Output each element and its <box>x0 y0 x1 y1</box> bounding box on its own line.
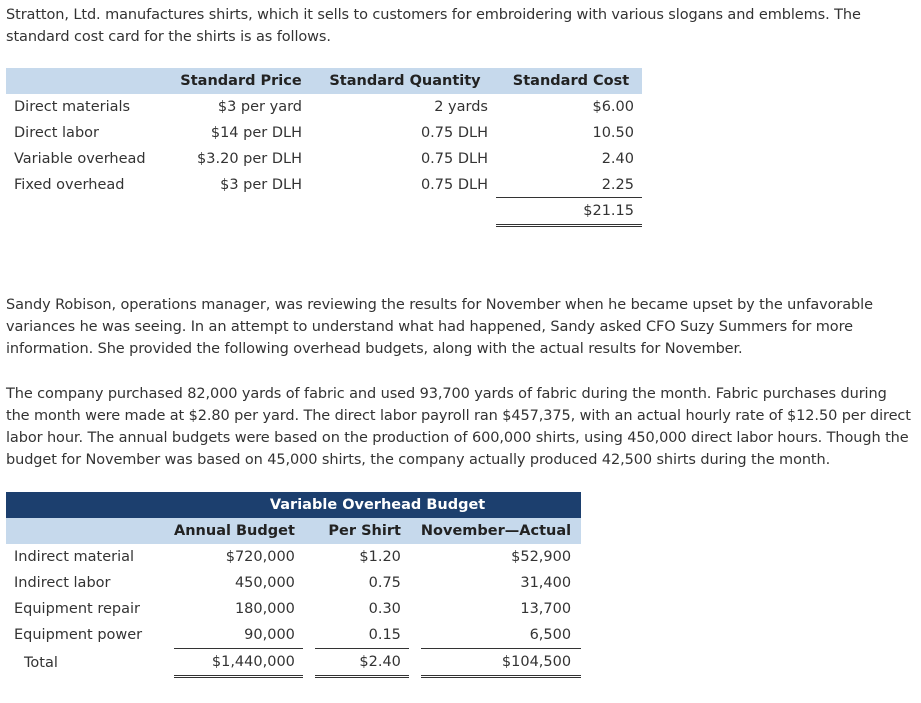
annual-budget: 450,000 <box>234 575 295 591</box>
variable-overhead-budget-table <box>6 492 581 678</box>
november-actual: 31,400 <box>520 575 572 591</box>
budget-title-row <box>6 492 581 518</box>
row-label: Equipment repair <box>14 601 140 617</box>
standard-cost: 10.50 <box>592 125 634 141</box>
standard-price: $3.20 per DLH <box>197 151 302 167</box>
standard-cost: $6.00 <box>592 99 634 115</box>
actual-results-paragraph: The company purchased 82,000 yards of fabric and used 93,700 yards of fabric during the month. Fabric purchases during the month were made at $2.80 per yard. The direct labor payroll ran $457,375, with an actual hourly rate of $12.50 per direct labor hour. The annual budgets were based on the production of 600,000 shirts, using 450,000 direct labor hours. Though the budget for November was based on 45,000 shirts, the company actually produced 42,500 shirts during the month. <box>6 386 911 468</box>
november-actual: 6,500 <box>529 627 572 643</box>
header-annual-budget: Annual Budget <box>174 518 303 544</box>
standard-quantity: 0.75 DLH <box>420 125 488 141</box>
header-blank <box>6 518 174 544</box>
standard-cost: 2.25 <box>496 172 642 198</box>
row-label: Fixed overhead <box>14 177 125 193</box>
per-shirt: $1.20 <box>359 549 401 565</box>
annual-budget: $720,000 <box>225 549 295 565</box>
manager-paragraph: Sandy Robison, operations manager, was reviewing the results for November when he became upset by the unfavorable variances he was seeing. In an attempt to understand what had happened, Sandy asked CFO Suzy Summers for more information. She provided the following overhead budgets, along with the actual results for November. <box>6 297 873 357</box>
budget-title: Variable Overhead Budget <box>174 492 581 518</box>
standard-price: $3 per yard <box>217 99 302 115</box>
total-annual-budget: $1,440,000 <box>174 649 303 677</box>
standard-cost-card-table <box>6 68 642 227</box>
header-per-shirt: Per Shirt <box>315 518 409 544</box>
total-per-shirt: $2.40 <box>315 649 409 677</box>
intro-paragraph: Stratton, Ltd. manufactures shirts, which it sells to customers for embroidering with various slogans and emblems. The standard cost card for the shirts is as follows. <box>6 7 861 45</box>
annual-budget: 180,000 <box>234 601 295 617</box>
budget-header-row <box>6 518 581 544</box>
per-shirt: 0.75 <box>368 575 401 591</box>
table-row <box>6 622 581 649</box>
table-row <box>6 544 581 570</box>
november-actual: $52,900 <box>511 549 572 565</box>
november-actual: 13,700 <box>520 601 572 617</box>
total-standard-cost: $21.15 <box>496 198 642 226</box>
header-blank <box>6 68 174 94</box>
row-label: Variable overhead <box>14 151 146 167</box>
per-shirt: 0.15 <box>368 627 401 643</box>
standard-quantity: 2 yards <box>434 99 488 115</box>
per-shirt: 0.30 <box>368 601 401 617</box>
table-row <box>6 596 581 622</box>
standard-price: $14 per DLH <box>210 125 302 141</box>
header-november-actual: November—Actual <box>421 518 581 544</box>
header-standard-cost: Standard Cost <box>496 68 642 94</box>
total-row <box>6 198 642 226</box>
row-label: Direct labor <box>14 125 99 141</box>
header-standard-price: Standard Price <box>174 68 310 94</box>
total-november-actual: $104,500 <box>421 649 581 677</box>
row-label: Direct materials <box>14 99 131 115</box>
standard-price: $3 per DLH <box>220 177 302 193</box>
table-row <box>6 146 642 172</box>
table-row <box>6 120 642 146</box>
header-standard-quantity: Standard Quantity <box>310 68 496 94</box>
row-label: Indirect labor <box>14 575 111 591</box>
total-row <box>6 649 581 677</box>
standard-quantity: 0.75 DLH <box>420 177 488 193</box>
row-label: Indirect material <box>14 549 135 565</box>
total-label: Total <box>24 654 58 671</box>
row-label: Equipment power <box>14 627 143 644</box>
table-row <box>6 94 642 120</box>
cost-card-header-row <box>6 68 642 94</box>
table-row <box>6 172 642 198</box>
standard-quantity: 0.75 DLH <box>420 151 488 167</box>
annual-budget: 90,000 <box>244 627 295 643</box>
standard-cost: 2.40 <box>601 151 634 167</box>
table-row <box>6 570 581 596</box>
